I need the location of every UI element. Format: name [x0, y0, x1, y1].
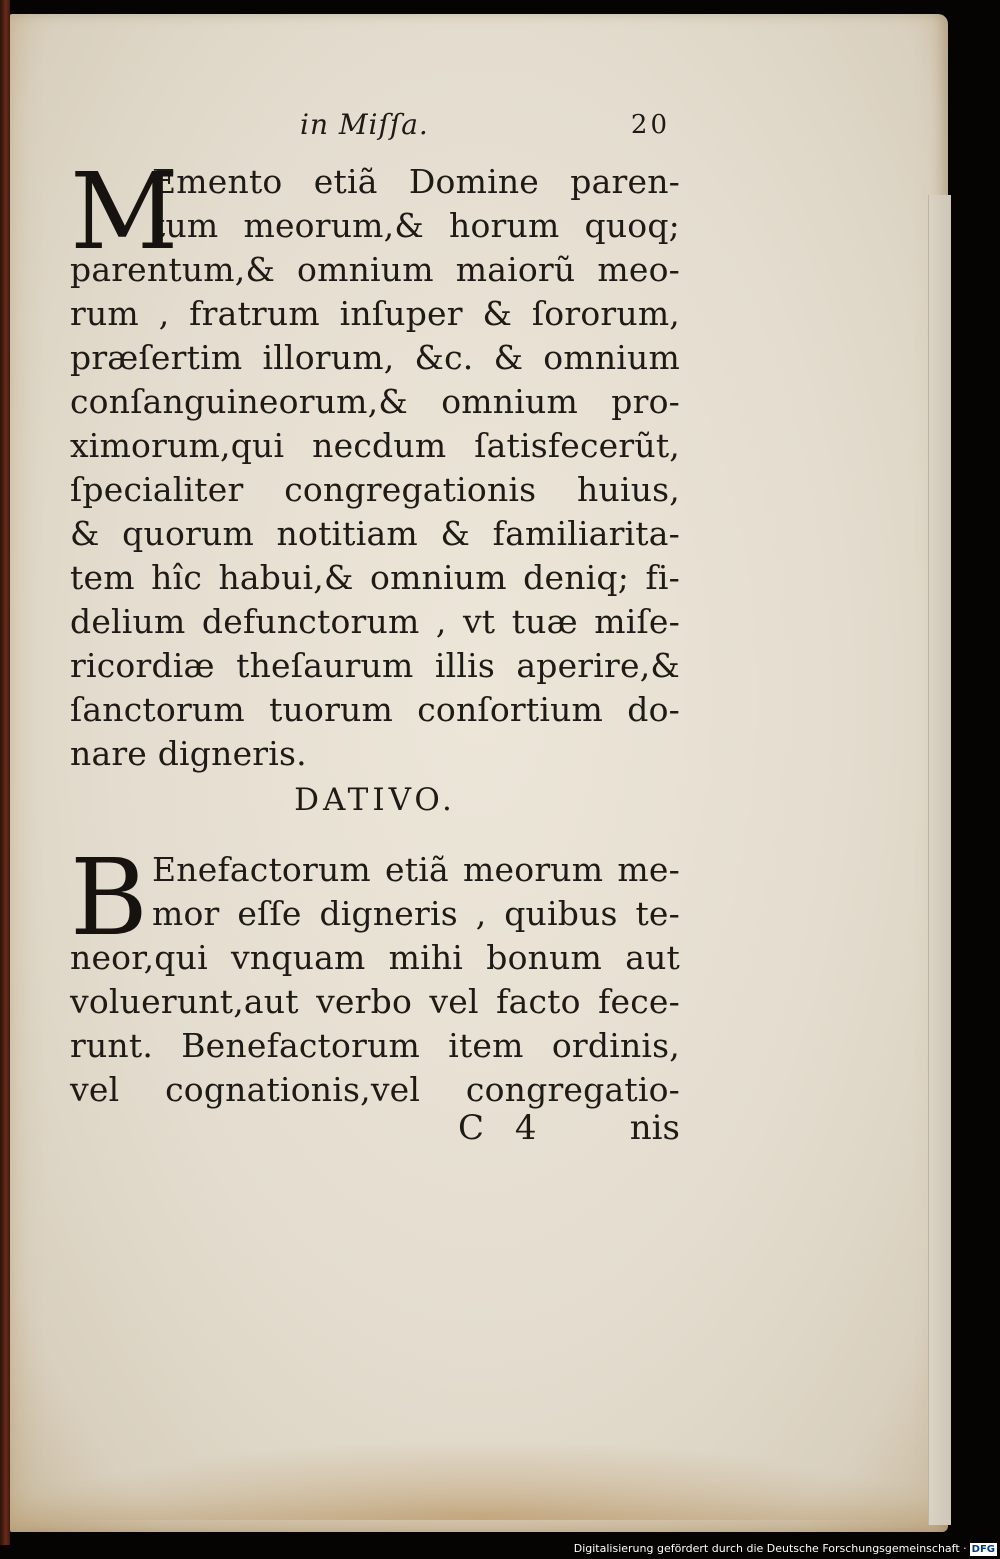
book-edge [0, 0, 10, 1545]
page-number: 20 [630, 110, 670, 140]
text-line: tum meorum,& horum quoq; [152, 206, 680, 245]
text-line: ſanctorum tuorum conſortium do- [70, 690, 680, 729]
text-line: runt. Benefactorum item ordinis, [70, 1026, 680, 1065]
text-line: ſpecialiter congregationis huius, [70, 470, 680, 509]
text-line: Enefactorum etiã meorum me- [152, 850, 680, 889]
running-title: in Miſſa. [300, 108, 429, 141]
text-line: Emento etiã Domine paren- [152, 162, 680, 201]
text-line: mor eſſe digneris , quibus te- [152, 894, 680, 933]
credit-text: Digitalisierung gefördert durch die Deutsche Forschungsgemeinschaft · [573, 1542, 967, 1555]
text-line: nare digneris. [70, 734, 307, 773]
text-line: voluerunt,aut verbo vel facto fece- [70, 982, 680, 1021]
paragraph-memento [70, 150, 680, 776]
text-line: vel cognationis,vel congregatio- [70, 1070, 680, 1109]
text-line: ximorum,qui necdum ſatisfecerũt, [70, 426, 680, 465]
text-line: parentum,& omnium maiorũ meo- [70, 250, 680, 289]
dfg-logo: DFG [971, 1543, 995, 1555]
text-line: rum , fratrum inſuper & ſororum, [70, 294, 680, 333]
catchword: nis [629, 1108, 680, 1148]
page-header [300, 108, 670, 152]
dropcap-b: B [70, 836, 148, 959]
text-line: ricordiæ theſaurum illis aperire,& [70, 646, 680, 685]
paragraph-benefactorum [70, 836, 680, 1112]
text-line: neor,qui vnquam mihi bonum aut [70, 938, 680, 977]
water-stain [20, 1440, 940, 1520]
section-heading: DATIVO. [294, 782, 456, 818]
digitization-credit [0, 1539, 1000, 1559]
page-fold [928, 195, 951, 1525]
page-foot [70, 1108, 680, 1154]
text-line: tem hîc habui,& omnium deniq; fi- [70, 558, 680, 597]
signature-mark: C 4 [458, 1108, 547, 1148]
text-line: præſertim illorum, &c. & omnium [70, 338, 680, 377]
dropcap-m: M [70, 150, 179, 273]
text-line: & quorum notitiam & familiarita- [70, 514, 680, 553]
text-line: delium defunctorum , vt tuæ miſe- [70, 602, 680, 641]
text-line: conſanguineorum,& omnium pro- [70, 382, 680, 421]
